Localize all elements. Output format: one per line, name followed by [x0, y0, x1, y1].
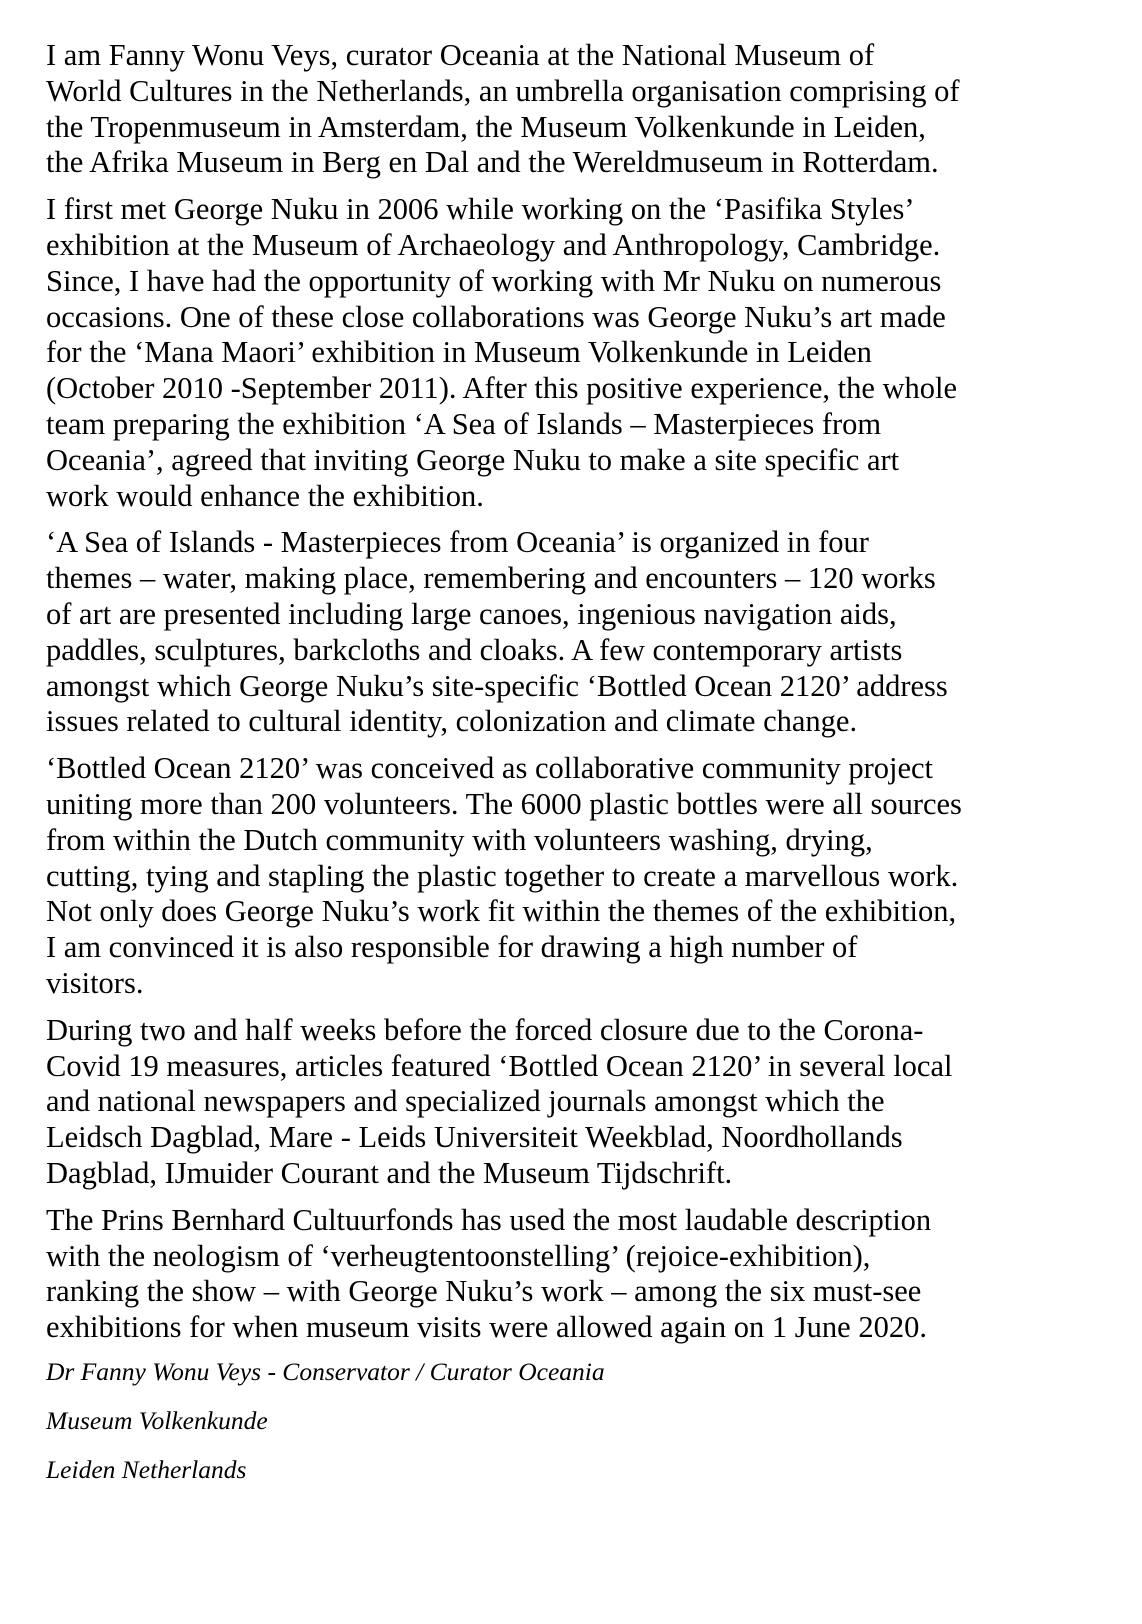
- paragraph-press-coverage: During two and half weeks before the forced closure due to the Corona- Covid 19 measures, articles featured ‘Bottled Ocean 2120’ in several local and national newspapers and specialized journals amongst which the Leidsch Dagblad, Mare - Leids Universiteit Weekblad, Noordhollands Dagblad, IJmuider Courant and the Museum Tijdschrift.: [46, 1012, 953, 1190]
- signature-block: [46, 1357, 1116, 1485]
- signature-name-title: Dr Fanny Wonu Veys - Conservator / Curator Oceania: [46, 1356, 605, 1386]
- paragraph-bottled-ocean: ‘Bottled Ocean 2120’ was conceived as collaborative community project uniting more than 200 volunteers. The 6000 plastic bottles were all sources from within the Dutch community with volunteers washing, drying, cutting, tying and stapling the plastic together to create a marvellous work. Not only does George Nuku’s work fit within the themes of the exhibition, I am convinced it is also responsible for drawing a high number of visitors.: [46, 751, 962, 1000]
- paragraph-introduction: I am Fanny Wonu Veys, curator Oceania at the National Museum of World Cultures in the Netherlands, an umbrella organisation comprising of the Tropenmuseum in Amsterdam, the Museum Volkenkunde in Leiden, the Afrika Museum in Berg en Dal and the Wereldmuseum in Rotterdam.: [46, 38, 960, 180]
- signature-location: Leiden Netherlands: [46, 1454, 247, 1484]
- letter-document: [46, 38, 1116, 1504]
- paragraph-collaboration: I first met George Nuku in 2006 while working on the ‘Pasifika Styles’ exhibition at the Museum of Archaeology and Anthropology, Cambridge. Since, I have had the opportunity of working with Mr Nuku on numerous occasions. One of these close collaborations was George Nuku’s art made for the ‘Mana Maori’ exhibition in Museum Volkenkunde in Leiden (October 2010 -September 2011). After this positive experience, the whole team preparing the exhibition ‘A Sea of Islands – Masterpieces from Oceania’, agreed that inviting George Nuku to make a site specific art work would enhance the exhibition.: [46, 192, 958, 513]
- signature-institution: Museum Volkenkunde: [46, 1405, 268, 1435]
- paragraph-exhibition-themes: ‘A Sea of Islands - Masterpieces from Oceania’ is organized in four themes – water, making place, remembering and encounters – 120 works of art are presented including large canoes, ingenious navigation aids, paddles, sculptures, barkcloths and cloaks. A few contemporary artists amongst which George Nuku’s site-specific ‘Bottled Ocean 2120’ address issues related to cultural identity, colonization and climate change.: [46, 525, 948, 739]
- paragraph-cultuurfonds: The Prins Bernhard Cultuurfonds has used the most laudable description with the neologism of ‘verheugtentoonstelling’ (rejoice-exhibition), ranking the show – with George Nuku’s work – among the six must-see exhibitions for when museum visits were allowed again on 1 June 2020.: [46, 1202, 932, 1345]
